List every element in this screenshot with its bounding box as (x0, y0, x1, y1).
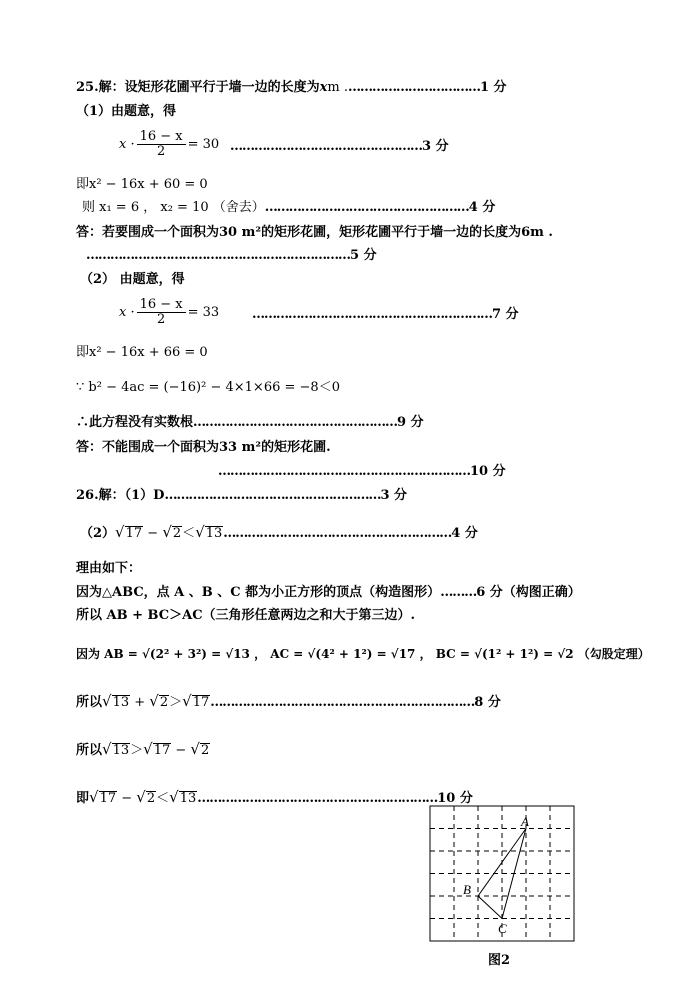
q26-so1-a: 13 (112, 695, 130, 710)
q25-line7 (252, 307, 519, 323)
q26-ji-c: 13 (179, 791, 197, 806)
q26-so2-line: 所以√13＞√17 − √2 (76, 740, 210, 758)
q26-so2-c: 2 (200, 743, 210, 758)
q26-part2-line: （2）√17 − √2＜√13…………………………………………………4 分 (80, 523, 478, 541)
q25-eq1-fraction (137, 130, 186, 159)
q26-so-triangle: 所以 AB + BC＞AC（三角形任意两边之和大于第三边）. (76, 608, 416, 623)
q26-p2-b: 2 (172, 526, 182, 541)
label-a: A (521, 814, 529, 829)
q25-discriminant: ∵ b² − 4ac = (−16)² − 4×1×66 = −8＜0 (76, 380, 340, 395)
q25-line5 (86, 248, 377, 264)
q25-eq1 (119, 130, 219, 160)
q26-head: 26.解：（1）D (76, 488, 165, 503)
q26-p2-a: 17 (125, 526, 143, 541)
q25-eq2-right: = 33 (187, 305, 220, 320)
q25-heading (76, 80, 507, 96)
q25-answer2: 答：不能围成一个面积为33 m²的矩形花圃. (76, 440, 331, 455)
q26-so1-plus: + (130, 695, 150, 710)
q26-score10: 10 分 (437, 791, 473, 806)
q25-eq2-den: 2 (156, 312, 166, 327)
q25-noroot-line (76, 415, 424, 431)
q26-so2-gt: ＞ (130, 743, 144, 758)
q26-so1-prefix: 所以 (76, 695, 103, 710)
q25-eq1-den: 2 (156, 144, 166, 159)
q25-score3: 3 分 (422, 139, 449, 154)
q25-quad2: 即x² − 16x + 66 = 0 (76, 345, 208, 360)
q25-eq1-left: x · (119, 137, 135, 152)
q25-noroot: ∴此方程没有实数根 (76, 415, 194, 430)
q25-leader4: …………………………………………… (264, 200, 469, 215)
q25-eq2-left: x · (119, 305, 135, 320)
q25-answer1: 答：若要围成一个面积为30 m²的矩形花圃，矩形花圃平行于墙一边的长度为6m . (76, 225, 553, 240)
q25-unit: m . (327, 80, 348, 95)
q25-eq2-num: 16 − x (137, 298, 186, 313)
q25-score7: 7 分 (492, 307, 519, 322)
q26-so2-minus: − (171, 743, 191, 758)
q26-because: 因为△ABC，点 A 、B 、C 都为小正方形的顶点（构造图形） (76, 585, 441, 600)
q25-leader3: ………………………………………… (230, 139, 422, 154)
q25-line3 (230, 139, 449, 155)
q26-leader3: ……………………………………………… (164, 488, 381, 503)
q25-leader5: ………………………………………………………… (86, 248, 350, 263)
q26-so1-c: 17 (192, 695, 210, 710)
q26-leader4: ………………………………………………… (223, 526, 452, 541)
q26-p2-lt: ＜ (182, 526, 196, 541)
q25-leader1: …………………………… (347, 80, 480, 95)
q26-ji-lt: ＜ (156, 791, 170, 806)
q25-quad1: 即x² − 16x + 60 = 0 (76, 177, 208, 192)
q26-so1-line: 所以√13 + √2＞√17…………………………………………………………8 分 (76, 692, 501, 710)
q25-var-x: x (319, 80, 328, 95)
figure-caption: 图2 (488, 953, 511, 968)
q25-roots: 则 x₁ = 6 ， x₂ = 10 （舍去） (82, 200, 265, 215)
grid-figure (428, 805, 578, 945)
q26-p2-c: 13 (205, 526, 223, 541)
q26-so2-b: 17 (153, 743, 171, 758)
q26-ji-line: 即√17 − √2＜√13……………………………………………………10 分 (76, 788, 473, 806)
q26-ab-equation: 因为 AB = √(2² + 3²) = √13 ， AC = √(4² + 1²) = √17 ， BC = √(1² + 1²) = √2 （勾股定理） (76, 647, 650, 661)
q25-leader9: …………………………………………… (193, 415, 398, 430)
q25-score9: 9 分 (397, 415, 424, 430)
q26-p2-label: （2） (80, 526, 116, 541)
q25-part1: （1）由题意，得 (76, 104, 177, 119)
q25-line10 (218, 464, 506, 480)
q26-p2-minus: − (143, 526, 163, 541)
q25-score1: 1 分 (479, 80, 507, 95)
q25-roots-line (82, 200, 495, 216)
q26-score4: 4 分 (451, 526, 478, 541)
q25-score10: 10 分 (470, 464, 506, 479)
q25-head-text: 25.解：设矩形花圃平行于墙一边的长度为 (76, 80, 320, 95)
q26-ji-minus: − (117, 791, 137, 806)
q26-score6: 6 分（构图正确） (476, 585, 581, 600)
q25-score5: 5 分 (350, 248, 377, 263)
q26-line1 (76, 488, 407, 504)
q26-ji-b: 2 (146, 791, 156, 806)
q25-score4: 4 分 (468, 200, 496, 215)
q25-leader10: ……………………………………………………… (218, 464, 470, 479)
q26-because-line (76, 585, 581, 601)
label-b: B (463, 882, 471, 897)
q26-reason: 理由如下： (76, 561, 142, 576)
q26-score3: 3 分 (380, 488, 408, 503)
q25-eq1-num: 16 − x (137, 130, 186, 145)
q26-ji-a: 17 (99, 791, 117, 806)
q25-eq2-fraction (137, 298, 186, 327)
q26-leader10: …………………………………………………… (197, 791, 438, 806)
q26-so1-gt: ＞ (169, 695, 183, 710)
q26-leader8: ………………………………………………………… (210, 695, 475, 710)
q25-eq1-right: = 30 (187, 137, 220, 152)
q26-ji-prefix: 即 (76, 791, 90, 806)
label-c: C (498, 921, 507, 936)
q26-score8: 8 分 (474, 695, 501, 710)
q26-so2-prefix: 所以 (76, 743, 103, 758)
q25-eq2 (119, 298, 219, 328)
q25-leader7: …………………………………………………… (252, 307, 492, 322)
q25-part2: （2） 由题意，得 (80, 272, 185, 287)
q26-so2-a: 13 (112, 743, 130, 758)
q26-leader6: ……… (440, 585, 477, 600)
q26-so1-b: 2 (159, 695, 169, 710)
